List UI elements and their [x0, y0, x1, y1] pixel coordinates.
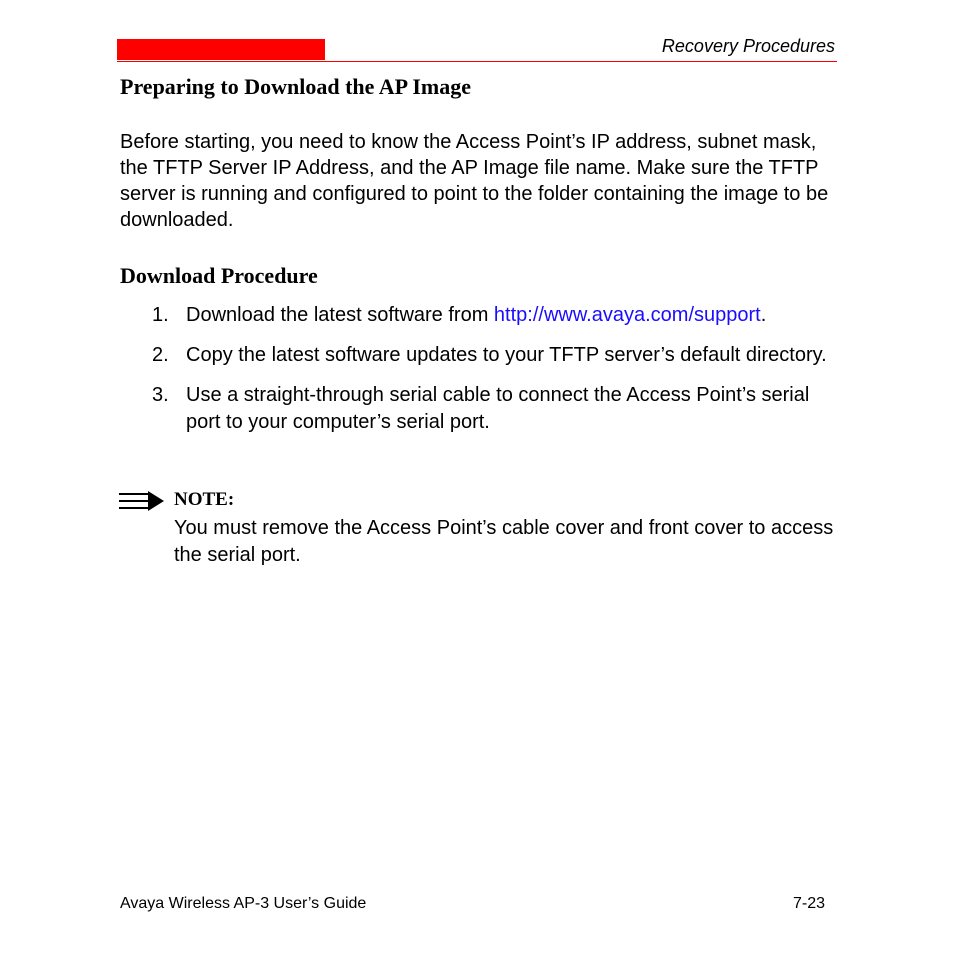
step-number: 1.	[152, 304, 169, 326]
step-text: Use a straight-through serial cable to connect the Access Point’s serial port to your computer’s serial port.	[186, 384, 810, 433]
step-number: 2.	[152, 344, 169, 366]
list-item	[152, 342, 842, 369]
note-arrow-icon	[118, 490, 166, 514]
footer-page-number: 7-23	[792, 895, 825, 912]
footer-guide-title: Avaya Wireless AP-3 User’s Guide	[120, 895, 367, 912]
intro-paragraph: Before starting, you need to know the Access Point’s IP address, subnet mask, the TFTP Server IP Address, and the AP Image file name. Make sure the TFTP server is running and configured to point to the folder containing the image to be downloaded.	[120, 131, 829, 231]
header-accent-bar	[117, 39, 325, 60]
step-text: Download the latest software from	[186, 304, 494, 326]
step-number: 3.	[152, 384, 169, 406]
step-text-end: .	[760, 304, 767, 326]
header-rule	[117, 61, 837, 62]
note-text: You must remove the Access Point’s cable cover and front cover to access the serial port.	[174, 517, 834, 566]
section-heading-download-procedure: Download Procedure	[120, 263, 318, 288]
note-label: NOTE:	[174, 489, 235, 510]
section-heading-preparing: Preparing to Download the AP Image	[120, 74, 471, 99]
list-item	[152, 302, 842, 329]
list-item	[152, 382, 842, 436]
running-header-title: Recovery Procedures	[661, 36, 835, 56]
step-text: Copy the latest software updates to your TFTP server’s default directory.	[186, 344, 827, 366]
support-link[interactable]: http://www.avaya.com/support	[493, 304, 761, 326]
procedure-steps	[152, 302, 842, 449]
